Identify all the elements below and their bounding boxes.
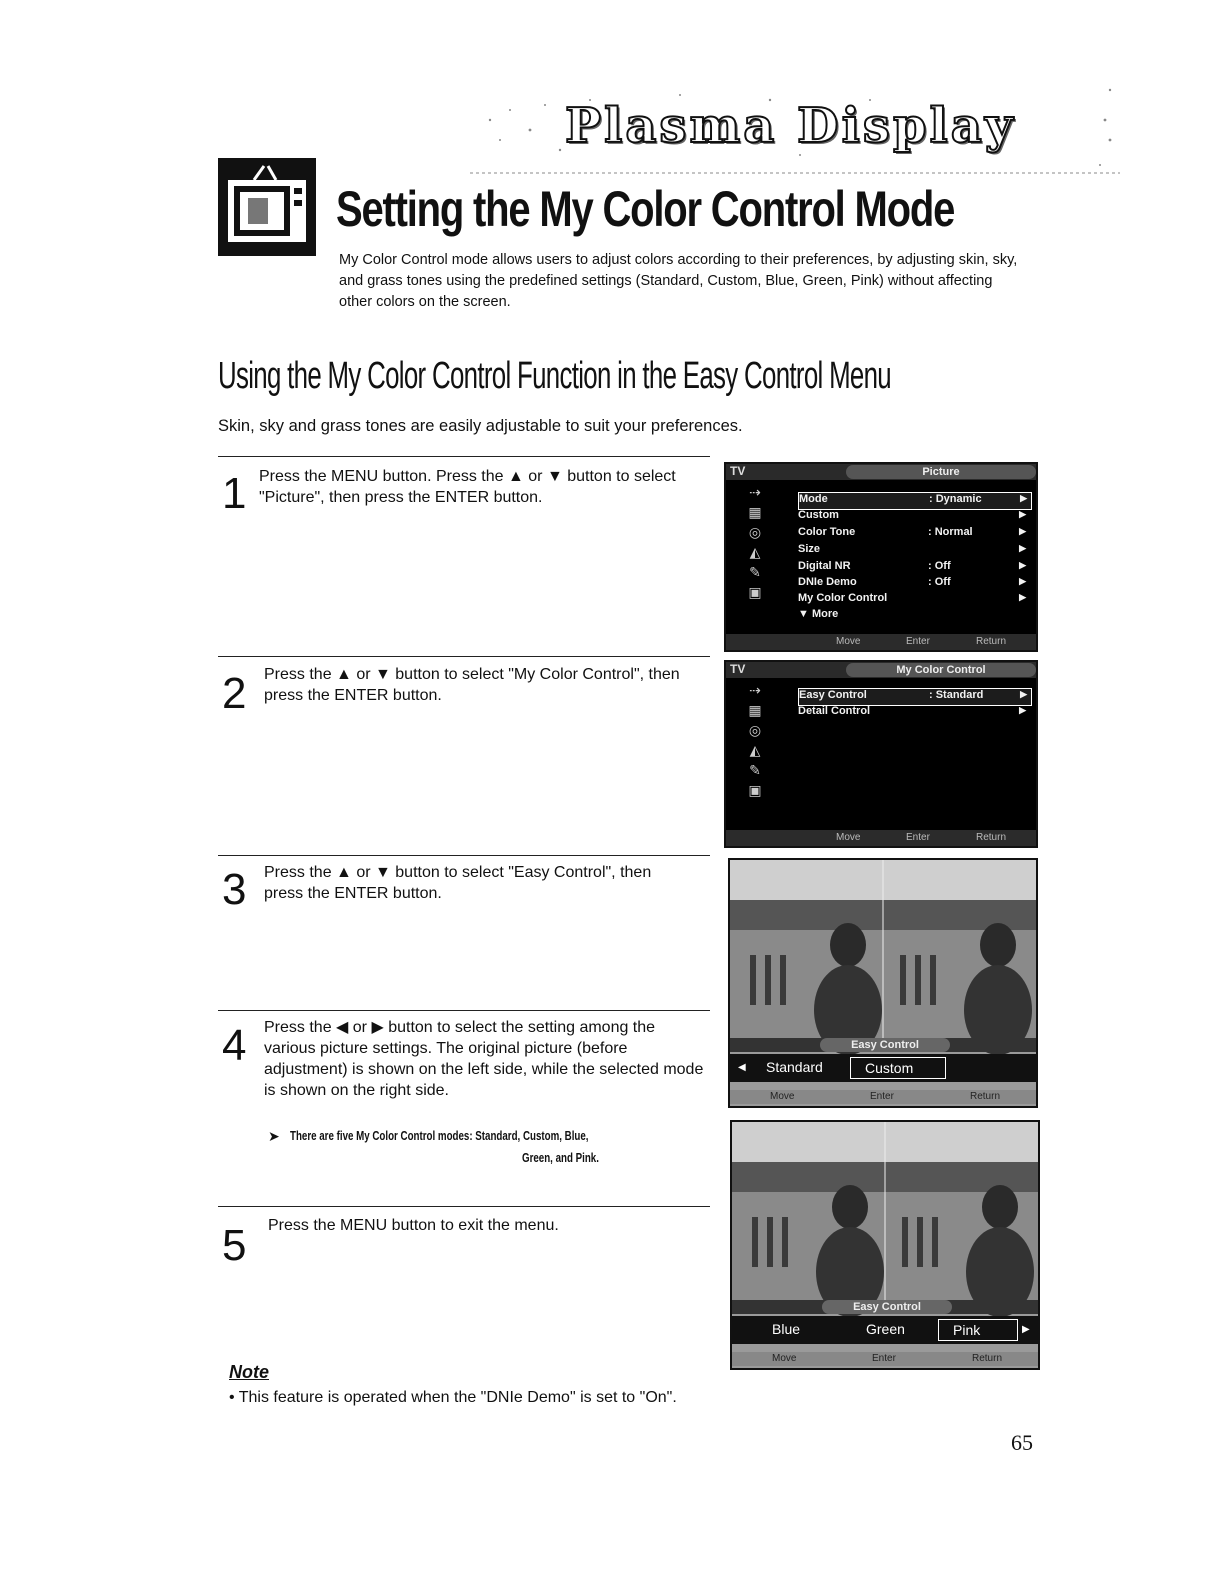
easy-control-title-bar	[732, 1300, 1038, 1314]
menu-row-label: Color Tone	[798, 526, 856, 538]
menu-title: My Color Control	[846, 663, 1036, 677]
menu-row-easy-control[interactable]	[798, 688, 1032, 706]
menu-row-label: Mode	[799, 493, 828, 505]
menu-row-label: Easy Control	[799, 689, 867, 701]
menu-row-my-color-control[interactable]	[798, 592, 1030, 608]
setup-icon: ✎	[749, 564, 761, 580]
step-number: 4	[222, 1021, 247, 1070]
menu-footer	[732, 1352, 1038, 1366]
footer-move: Move	[772, 1353, 797, 1364]
note-label: Note	[229, 1362, 269, 1382]
step-number: 2	[222, 669, 247, 718]
menu-row-value: : Off	[928, 560, 951, 572]
footer-enter: Enter	[872, 1353, 896, 1364]
screen-my-color-control-menu	[724, 660, 1038, 848]
menu-row-value: : Normal	[928, 526, 973, 538]
menu-row-label: Custom	[798, 509, 839, 521]
menu-footer	[726, 830, 1036, 846]
step-text: Press the ▲ or ▼ button to select "Easy Control", then press the ENTER button.	[264, 864, 652, 902]
arrow-right-icon: ▶	[1020, 493, 1027, 503]
footer-return: Return	[970, 1091, 1001, 1102]
screen-easy-control-2	[730, 1120, 1040, 1370]
step-divider	[218, 456, 710, 457]
footer-enter: Enter	[870, 1091, 894, 1102]
menu-row-color-tone[interactable]	[798, 526, 1030, 542]
easy-control-bar	[732, 1316, 1038, 1344]
sound-icon: ◎	[748, 524, 762, 540]
hint-line-2: Green, and Pink.	[522, 1150, 599, 1165]
footer-move: Move	[770, 1091, 795, 1102]
footer-return: Return	[976, 636, 1007, 647]
arrow-right-icon: ▶	[1019, 526, 1026, 536]
step-divider	[218, 1206, 710, 1207]
option-pink[interactable]: Pink	[938, 1319, 1018, 1341]
menu-row-label: DNIe Demo	[798, 576, 857, 588]
menu-row-label: Digital NR	[798, 560, 851, 572]
menu-row-label: ▼ More	[798, 608, 839, 620]
input-icon: ⇢	[749, 682, 761, 698]
option-green[interactable]: Green	[866, 1321, 905, 1337]
step-text: Press the MENU button to exit the menu.	[268, 1217, 559, 1234]
footer-enter: Enter	[906, 636, 930, 647]
input-icon: ⇢	[749, 484, 761, 500]
arrow-right-icon: ▶	[1019, 560, 1026, 570]
arrow-pointer-icon: ➤	[268, 1128, 280, 1144]
arrow-right-icon[interactable]: ▶	[1022, 1324, 1030, 1335]
menu-row-label: My Color Control	[798, 592, 888, 604]
channel-icon: ◭	[749, 544, 761, 560]
menu-tv-tag: TV	[730, 464, 746, 478]
menu-side-icons	[744, 484, 774, 604]
menu-tv-tag: TV	[730, 662, 746, 676]
easy-control-bar	[730, 1054, 1036, 1082]
menu-footer	[730, 1090, 1036, 1104]
menu-row-value: : Standard	[929, 689, 984, 701]
page-number: 65	[1011, 1430, 1033, 1455]
step-number: 1	[222, 469, 247, 518]
option-custom[interactable]: Custom	[850, 1057, 946, 1079]
menu-row-size[interactable]	[798, 543, 1030, 559]
section-subtitle: Skin, sky and grass tones are easily adjustable to suit your preferences.	[218, 417, 743, 435]
step-text: Press the ◀ or ▶ button to select the setting among the various picture settings. The original picture (before adjustment) is shown on the left side, while the selected mode is shown on the right side.	[264, 1019, 704, 1099]
footer-move: Move	[836, 832, 861, 843]
step-divider	[218, 656, 710, 657]
easy-control-title-bar	[730, 1038, 1036, 1052]
picture-icon: ▦	[748, 702, 762, 718]
menu-row-custom[interactable]	[798, 509, 1030, 525]
menu-title: Picture	[846, 465, 1036, 479]
channel-icon: ◭	[749, 742, 761, 758]
easy-control-title: Easy Control	[822, 1300, 952, 1314]
arrow-right-icon: ▶	[1019, 705, 1026, 715]
tv-mode-icon: ▣	[748, 584, 762, 600]
footer-move: Move	[836, 636, 861, 647]
footer-enter: Enter	[906, 832, 930, 843]
menu-row-label: Detail Control	[798, 705, 871, 717]
step-number: 3	[222, 865, 247, 914]
menu-row-detail-control[interactable]	[798, 705, 1030, 721]
screen-picture-menu	[724, 462, 1038, 652]
menu-row-dnie-demo[interactable]	[798, 576, 1030, 592]
arrow-right-icon: ▶	[1020, 689, 1027, 699]
arrow-right-icon: ▶	[1019, 576, 1026, 586]
menu-row-value: : Dynamic	[929, 493, 982, 505]
picture-icon: ▦	[748, 504, 762, 520]
header-banner	[470, 80, 1120, 175]
arrow-right-icon: ▶	[1019, 543, 1026, 553]
banner-title: Plasma Display	[565, 98, 1016, 154]
step-divider	[218, 855, 710, 856]
arrow-right-icon: ▶	[1019, 509, 1026, 519]
step-text: Press the ▲ or ▼ button to select "My Color Control", then press the ENTER button.	[264, 666, 680, 704]
tv-icon	[218, 158, 316, 256]
screen-easy-control-1	[728, 858, 1038, 1108]
hint-line-1: There are five My Color Control modes: Standard, Custom, Blue,	[290, 1128, 589, 1143]
menu-title-bar	[726, 464, 1036, 480]
step-text: Press the MENU button. Press the ▲ or ▼ button to select "Picture", then press the ENTER button.	[259, 468, 676, 506]
setup-icon: ✎	[749, 762, 761, 778]
footer-return: Return	[976, 832, 1007, 843]
step-divider	[218, 1010, 710, 1011]
menu-row-value: : Off	[928, 576, 951, 588]
menu-side-icons	[744, 682, 774, 802]
intro-paragraph: My Color Control mode allows users to adjust colors according to their preferences, by adjusting skin, sky, and grass tones using the predefined settings (Standard, Custom, Blue, Green, Pink) without affecting other colors on the screen.	[339, 252, 1018, 310]
menu-row-mode[interactable]	[798, 492, 1032, 510]
sound-icon: ◎	[748, 722, 762, 738]
option-standard[interactable]: Standard	[766, 1059, 823, 1075]
menu-footer	[726, 634, 1036, 650]
footer-return: Return	[972, 1353, 1003, 1364]
step-number: 5	[222, 1221, 247, 1270]
section-title: Using the My Color Control Function in the Easy Control Menu	[218, 355, 891, 397]
arrow-left-icon[interactable]: ◀	[738, 1062, 746, 1073]
menu-row-label: Size	[798, 543, 821, 555]
easy-control-title: Easy Control	[820, 1038, 950, 1052]
arrow-right-icon: ▶	[1019, 592, 1026, 602]
option-blue[interactable]: Blue	[772, 1321, 801, 1337]
menu-row-digital-nr[interactable]	[798, 560, 1030, 576]
menu-title-bar	[726, 662, 1036, 678]
menu-row-more[interactable]	[798, 608, 1030, 624]
tv-mode-icon: ▣	[748, 782, 762, 798]
note-text: • This feature is operated when the "DNIe Demo" is set to "On".	[229, 1389, 677, 1406]
page-title: Setting the My Color Control Mode	[336, 181, 955, 237]
